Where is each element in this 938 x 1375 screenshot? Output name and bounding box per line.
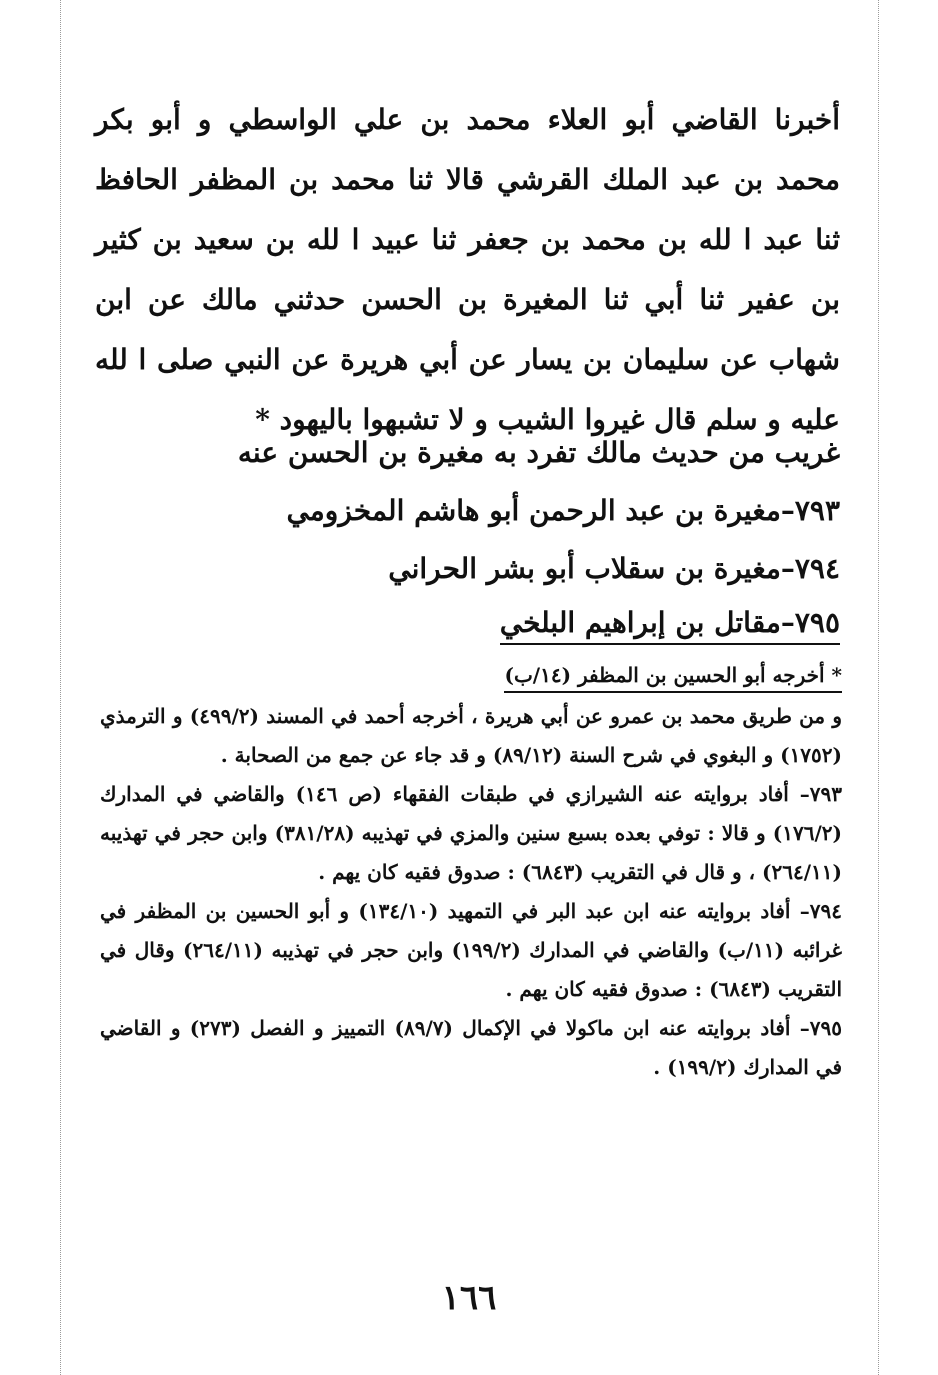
- hadith-text: أخبرنا القاضي أبو العلاء محمد بن علي الواسطي و أبو بكر محمد بن عبد الملك القرشي قالا ثنا محمد بن المظفر الحافظ ثنا عبد ا لله بن محمد بن جعفر ثنا عبيد ا لله بن سعيد بن كثير بن عفير ثنا أبي ثنا المغيرة بن الحسن حدثني مالك عن ابن شهاب عن سليمان بن يسار عن أبي هريرة عن النبي صلى ا لله عليه و سلم قال غيروا الشيب و لا تشبهوا باليهود *: [95, 103, 840, 436]
- margin-guide-left: [60, 0, 61, 1375]
- footnote-795: ٧٩٥– أفاد بروايته عنه ابن ماكولا في الإكمال (٨٩/٧) التمييز و الفصل (٢٧٣) و القاضي في المدارك (١٩٩/٢) .: [100, 1016, 843, 1079]
- footnote-794: ٧٩٤– أفاد بروايته عنه ابن عبد البر في التمهيد (١٣٤/١٠) و أبو الحسين بن المظفر في غرائبه (١١/ب) والقاضي في المدارك (١٩٩/٢) وابن حجر في تهذيبه (٢٦٤/١١) وقال في التقريب (٦٨٤٣) : صدوق فقيه كان يهم .: [100, 899, 843, 1001]
- footnote-takhrij: و من طريق محمد بن عمرو عن أبي هريرة ، أخرجه أحمد في المسند (٤٩٩/٢) و الترمذي (١٧٥٢) و البغوي في شرح السنة (٨٩/١٢) و قد جاء عن جمع من الصحابة .: [100, 704, 842, 767]
- footnote-793: ٧٩٣– أفاد بروايته عنه الشيرازي في طبقات الفقهاء (ص ١٤٦) والقاضي في المدارك (١٧٦/٢) و قالا : توفي بعده بسبع سنين والمزي في تهذيبه (٣٨١/٢٨) وابن حجر في تهذيبه (٢٦٤/١١) ، و قال في التقريب (٦٨٤٣) : صدوق فقيه كان يهم .: [100, 782, 843, 884]
- narrator-entry-793: ٧٩٣–مغيرة بن عبد الرحمن أبو هاشم المخزومي: [286, 494, 840, 527]
- footnote-source: * أخرجه أبو الحسين بن المظفر (١٤/ب): [504, 661, 842, 693]
- hadith-grading-note: غريب من حديث مالك تفرد به مغيرة بن الحسن عنه: [237, 436, 840, 469]
- margin-guide-right: [878, 0, 879, 1375]
- footnotes-section: [100, 656, 842, 1087]
- hadith-text-block: [95, 90, 840, 450]
- narrator-entry-794: ٧٩٤–مغيرة بن سقلاب أبو بشر الحراني: [388, 552, 840, 585]
- narrator-entry-795: ٧٩٥–مقاتل بن إبراهيم البلخي: [500, 606, 840, 645]
- page-number: ١٦٦: [441, 1278, 497, 1318]
